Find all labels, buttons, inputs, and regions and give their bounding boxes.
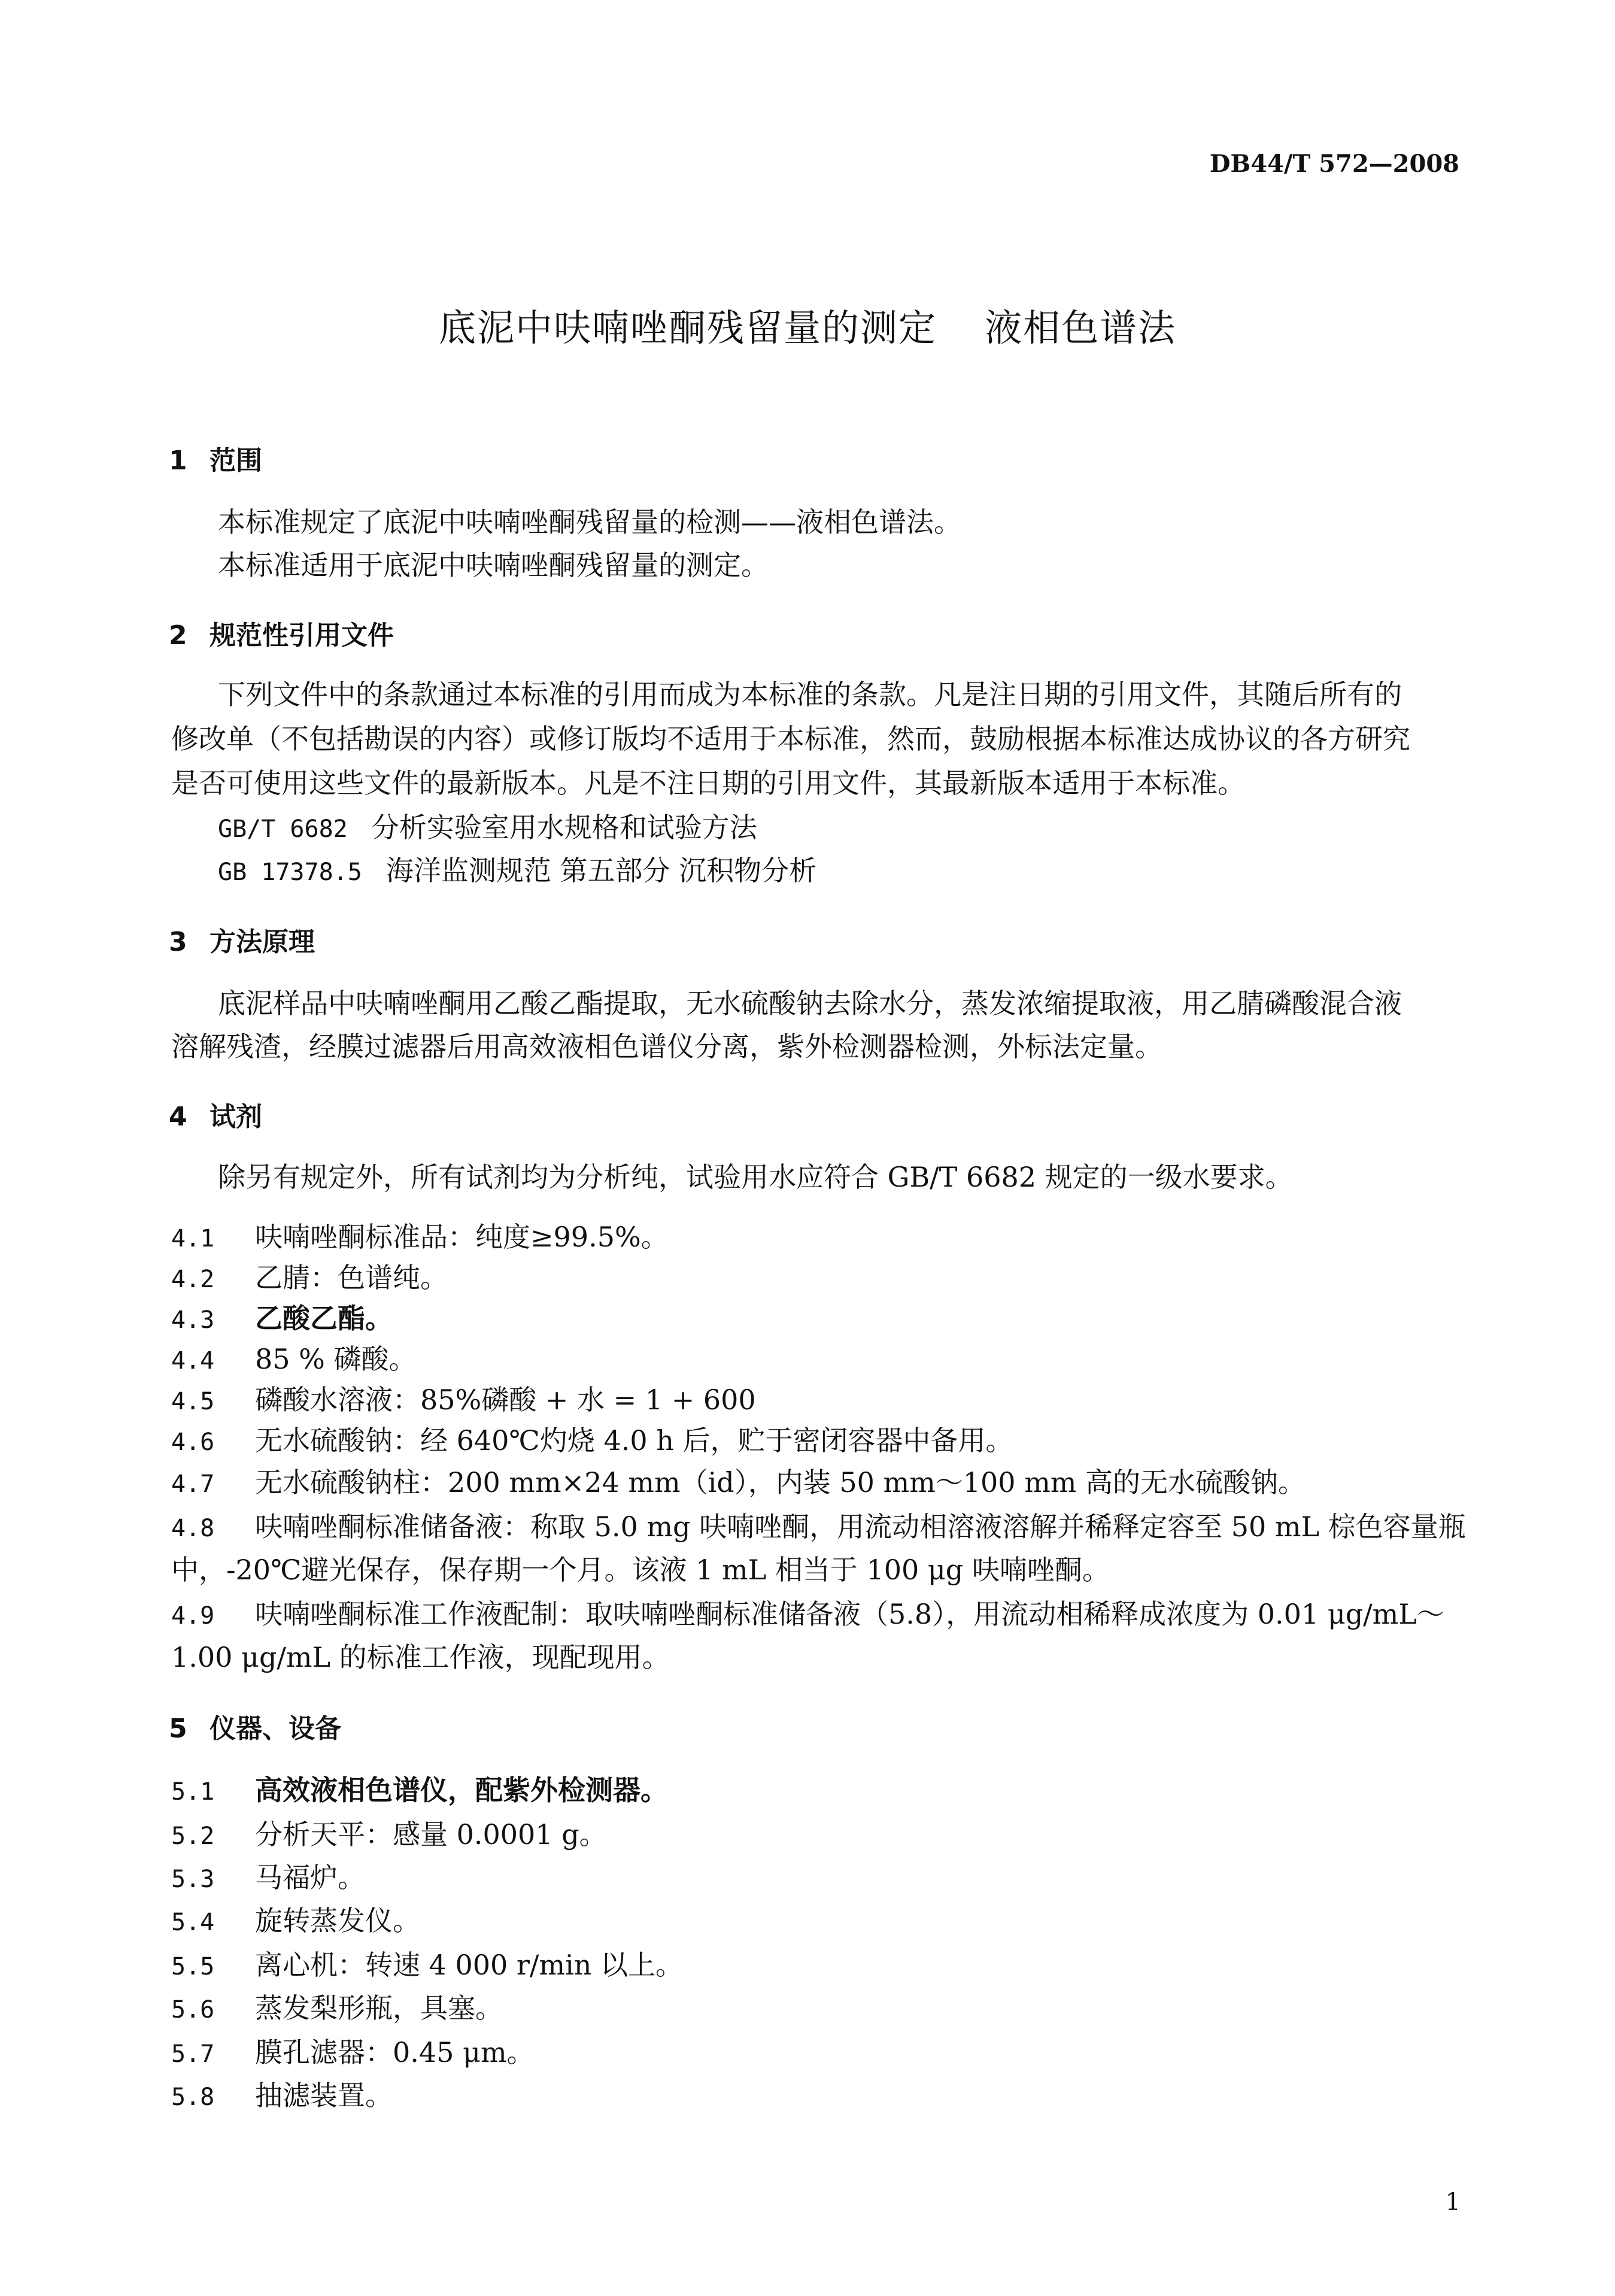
reagent-item: 4.5 磷酸水溶液：85%磷酸 + 水 = 1 + 600 <box>171 1384 756 1416</box>
section-1-paragraph-2: 本标准适用于底泥中呋喃唑酮残留量的测定。 <box>218 549 769 581</box>
section-2-paragraph-line-2: 修改单（不包括勘误的内容）或修订版均不适用于本标准，然而，鼓励根据本标准达成协议的各方研究 <box>171 723 1410 755</box>
section-2-paragraph-line-1: 下列文件中的条款通过本标准的引用而成为本标准的条款。凡是注日期的引用文件，其随后所有的 <box>218 678 1402 711</box>
normative-reference: GB 17378.5 海洋监测规范 第五部分 沉积物分析 <box>218 854 817 887</box>
section-4-heading: 4 试剂 <box>169 1102 262 1132</box>
reagent-item: 4.1 呋喃唑酮标准品：纯度≥99.5%。 <box>171 1221 669 1253</box>
equipment-item: 5.4 旋转蒸发仪。 <box>171 1904 420 1937</box>
reagent-item: 4.4 85 % 磷酸。 <box>171 1343 417 1375</box>
reagent-item: 4.2 乙腈：色谱纯。 <box>171 1261 448 1294</box>
section-1-heading: 1 范围 <box>169 445 262 476</box>
reagent-item: 4.9 呋喃唑酮标准工作液配制：取呋喃唑酮标准储备液（5.8），用流动相稀释成浓度为 0.01 μg/mL～ <box>171 1598 1444 1630</box>
document-title <box>0 298 1615 351</box>
title-sub: 液相色谱法 <box>985 306 1177 350</box>
reagent-item-continuation: 中，-20℃避光保存，保存期一个月。该液 1 mL 相当于 100 μg 呋喃唑酮。 <box>171 1554 1110 1586</box>
section-3-heading: 3 方法原理 <box>169 927 315 957</box>
equipment-item: 5.6 蒸发梨形瓶，具塞。 <box>171 1992 503 2024</box>
page-number: 1 <box>1445 2188 1461 2216</box>
standard-code: DB44/T 572—2008 <box>1209 150 1459 178</box>
section-3-paragraph-line-1: 底泥样品中呋喃唑酮用乙酸乙酯提取，无水硫酸钠去除水分，蒸发浓缩提取液，用乙腈磷酸混合液 <box>218 987 1402 1020</box>
reagent-item: 4.8 呋喃唑酮标准储备液：称取 5.0 mg 呋喃唑酮，用流动相溶液溶解并稀释定容至 50 mL 棕色容量瓶 <box>171 1511 1466 1543</box>
equipment-item: 5.3 马福炉。 <box>171 1861 365 1894</box>
section-3-paragraph-line-2: 溶解残渣，经膜过滤器后用高效液相色谱仪分离，紫外检测器检测，外标法定量。 <box>171 1030 1162 1063</box>
equipment-item: 5.8 抽滤装置。 <box>171 2079 393 2112</box>
reagent-item: 4.6 无水硫酸钠：经 640℃灼烧 4.0 h 后，贮于密闭容器中备用。 <box>171 1424 1013 1457</box>
section-1-paragraph-1: 本标准规定了底泥中呋喃唑酮残留量的检测——液相色谱法。 <box>218 506 961 538</box>
equipment-item: 5.1 高效液相色谱仪，配紫外检测器。 <box>171 1774 668 1806</box>
equipment-item: 5.2 分析天平：感量 0.0001 g。 <box>171 1818 607 1851</box>
section-2-heading: 2 规范性引用文件 <box>169 620 394 651</box>
normative-reference: GB/T 6682 分析实验室用水规格和试验方法 <box>218 811 757 844</box>
equipment-item: 5.5 离心机：转速 4 000 r/min 以上。 <box>171 1949 683 1981</box>
reagent-item: 4.3 乙酸乙酯。 <box>171 1302 393 1334</box>
section-4-intro: 除另有规定外，所有试剂均为分析纯，试验用水应符合 GB/T 6682 规定的一级水要求。 <box>218 1161 1293 1193</box>
reagent-item: 4.7 无水硫酸钠柱：200 mm×24 mm（id），内装 50 mm～100 mm 高的无水硫酸钠。 <box>171 1466 1306 1499</box>
equipment-item: 5.7 膜孔滤器：0.45 μm。 <box>171 2036 535 2068</box>
reagent-item-continuation: 1.00 μg/mL 的标准工作液，现配现用。 <box>171 1641 670 1673</box>
title-main: 底泥中呋喃唑酮残留量的测定 <box>438 306 937 350</box>
section-2-paragraph-line-3: 是否可使用这些文件的最新版本。凡是不注日期的引用文件，其最新版本适用于本标准。 <box>171 767 1245 799</box>
section-5-heading: 5 仪器、设备 <box>169 1713 341 1744</box>
